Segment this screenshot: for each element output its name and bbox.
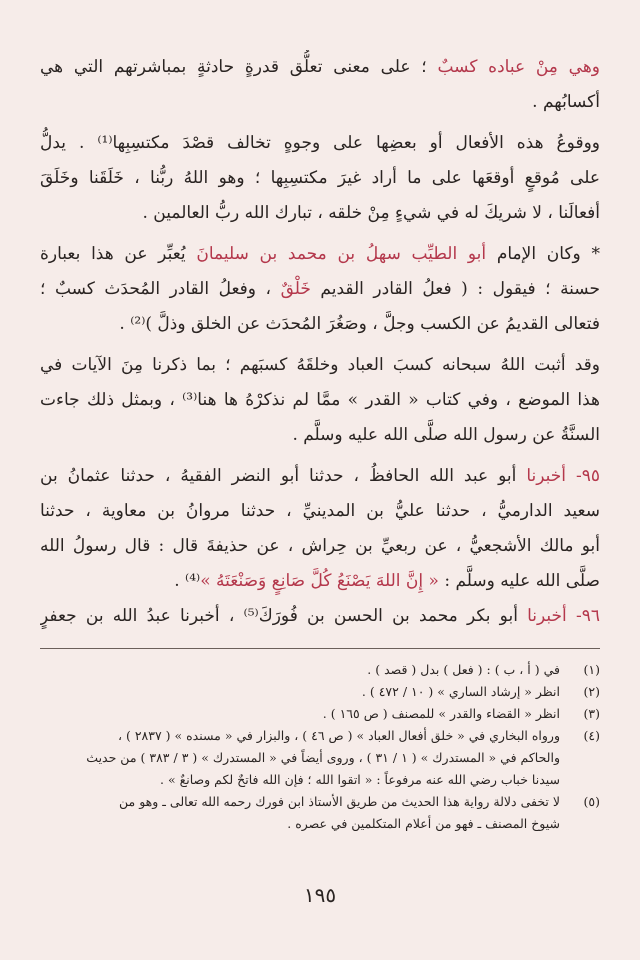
footnotes (40, 659, 600, 835)
text-line: ووقوعُ هذه الأفعال أو بعضِها على وجوهٍ تخالف قصْدَ مكتسِبِها⁽¹⁾ . يدلُّ (40, 133, 600, 153)
text-line: سعيد الدارميُّ ، حدثنا عليُّ بن المدينيِّ ، حدثنا مروانُ بن معاوية ، حدثنا (40, 501, 600, 521)
hadith-95-line: ٩٥- أخبرنا أبو عبد الله الحافظُ ، حدثنا أبو النضر الفقيهُ ، حدثنا عثمانُ بن (40, 466, 600, 486)
highlighted-name: أبو الطيِّب سهلُ بن محمد بن سليمانَ (196, 244, 487, 264)
footnote: (١) في ( أ ، ب ) : ( فعل ) بدل ( قصد ) . (367, 662, 600, 677)
text-line: * وكان الإمام أبو الطيِّب سهلُ بن محمد بن سليمانَ يُعبِّر عن هذا بعبارة (40, 244, 600, 264)
footnote: (٢) انظر « إرشاد الساري » ( ١٠ / ٤٧٢ ) . (361, 684, 600, 699)
text-line: أكسابُهم . (532, 92, 600, 112)
footnote-continuation: سيدنا خباب رضي الله عنه مرفوعاً : « اتقوا الله ؛ فإن الله فاتحٌ لكم وصانعٌ » . (160, 772, 560, 787)
text-line: أفعالَنا ، لا شريكَ له في شيءٍ مِنْ خلقه ، تبارك الله ربُّ العالمين . (142, 203, 600, 223)
footnote: (٥) لا تخفى دلالة رواية هذا الحديث من طريق الأستاذ ابن فورك رحمه الله تعالى ـ وهو من (119, 794, 600, 809)
text-line: على مُوقعٍ أوقعَها على ما أراد غيرَ مكتسِبِها ؛ وهو اللهُ ربُّنا ، خَلَقَنا وخَلَقَ (40, 168, 600, 188)
hadith-number: ٩٥- أخبرنا (526, 466, 600, 486)
page-number: ١٩٥ (303, 883, 337, 907)
footnote-continuation: والحاكم في « المستدرك » ( ١ / ٣١ ) ، وروى أيضاً في « المستدرك » ( ٣ / ٣٨٣ ) من حديث (86, 750, 560, 765)
text-line: أبو مالك الأشجعيُّ ، عن ربعيِّ بن حِراش ، عن حذيفةَ قال : قال رسولُ الله (40, 536, 600, 556)
book-page (40, 50, 600, 930)
text-line: وهي مِنْ عباده كسبٌ ؛ على معنى تعلُّق قدرةٍ حادثةٍ بمباشرتهم التي هي (40, 57, 600, 77)
highlighted-term: وهي مِنْ عباده كسبٌ (437, 57, 600, 77)
footnote-divider (40, 648, 600, 649)
footnote: (٣) انظر « القضاء والقدر » للمصنف ( ص ١٦٥ ) . (322, 706, 600, 721)
text-line: حسنة ؛ فيقول : ( فعلُ القادر القديم خَلْقٌ ، وفعلُ القادر المُحدَث كسبٌ ؛ (40, 279, 600, 299)
hadith-number: ٩٦- أخبرنا (527, 606, 600, 626)
text-line: هذا الموضع ، وفي كتاب « القدر » ممَّا لم نذكرْهُ ها هنا⁽³⁾ ، وبمثل ذلك جاءت (40, 390, 600, 410)
text-line: السنَّةُ عن رسول الله صلَّى الله عليه وسلَّم . (292, 425, 600, 445)
text-line: صلَّى الله عليه وسلَّم : « إِنَّ اللهَ يَصْنَعُ كُلَّ صَانِعٍ وَصَنْعَتَهُ »⁽⁴⁾ . (174, 571, 600, 591)
hadith-quote: « إِنَّ اللهَ يَصْنَعُ كُلَّ صَانِعٍ وَصَنْعَتَهُ » (200, 571, 439, 591)
text-line: فتعالى القديمُ عن الكسب وجلَّ ، وصَغُرَ المُحدَث عن الخلق وذلَّ )⁽²⁾ . (119, 314, 600, 334)
main-text (40, 50, 600, 634)
hadith-96-line: ٩٦- أخبرنا أبو بكر محمد بن الحسن بن فُورَكَ⁽⁵⁾ ، أخبرنا عبدُ الله بن جعفرٍ (40, 606, 600, 626)
text-line: وقد أثبت اللهُ سبحانه كسبَ العباد وخلقَهُ كسبَهم ؛ بما ذكرنا مِنَ الآيات في (40, 355, 600, 375)
highlighted-term: خَلْقٌ (280, 279, 311, 299)
footnote: (٤) ورواه البخاري في « خلق أفعال العباد » ( ص ٤٦ ) ، والبزار في « مسنده » ( ٢٨٣٧ ) ، (117, 728, 600, 743)
footnote-continuation: شيوخ المصنف ـ فهو من أعلام المتكلمين في عصره . (287, 816, 560, 831)
